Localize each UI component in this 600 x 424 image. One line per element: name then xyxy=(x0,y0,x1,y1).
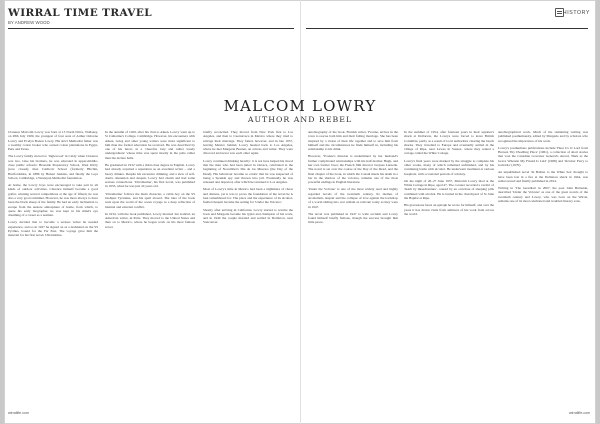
footer-url-right: wirrallife.com xyxy=(569,411,590,415)
paragraph: Lowry's posthumous publications include 'Hear Us O Lord from Heaven Thy Dwelling Place' (1961), a collection of short stories that won the Canadian Governor General's Award, 'Dark as the Grave Wherein My Friend Is Laid' (1968) and 'October Ferry to Gabriola' (1970). xyxy=(498,145,588,167)
paragraph: In 1934, with the book published, Lowry married Jan Gabrial, an American writer, in Paris. They moved to the United States and then on to Mexico, where he began work on his most famous novel. xyxy=(105,211,195,229)
article-column-5 xyxy=(404,130,494,402)
section-title: WIRRAL TIME TRAVEL xyxy=(8,7,153,19)
paragraph: He graduated in 1932 with a third-class degree in English. Lowry had already acquired a reputation as an excellent writer – and a heavy drinker. Despite his excessive drinking, and a slew of self-doubt, alienation and despair, Lowry had charm and had some serious connections. 'Ultramarine', his first novel, was published in 1933, when he was just 24 years old. xyxy=(105,162,195,189)
article-column-1 xyxy=(8,130,98,402)
paragraph: In the autumn of 1929, after his visit to Aiken, Lowry went up to St Catharine's College, Cambridge. However, his encounters with Aiken, Grieg and other young writers were more significant to him than the formal education he received. He was described by one of his tutors as a 'cheerful, lazy and rather lonely undergraduate' whose time was spent mostly in the pubs rather than the lecture halls. xyxy=(105,130,195,160)
paragraph: briefly reconciled. They moved from New York first to Los Angeles, and then to Cuernavaca in Mexico where they tried to salvage their marriage. They failed, however, and in late 1937, leaving Mexico behind, Lowry headed back to Los Angeles, where he met Margerie Bonner, an actress and writer. They were divorced and never saw each other again. xyxy=(203,130,293,156)
paragraph: Most of Lowry's time in Mexico had been a nightmare of chaos and distress, yet it was to prove the foundation of the novel he is best remembered for. The place and the experience of its alcohol-fuelled despair became the setting for 'Under the Volcano'. xyxy=(203,187,293,205)
byline: BY ANDREW WOOD xyxy=(8,20,50,25)
paragraph: However, Yvonne's mission is undermined by her husband's further complicated relationships with his half-brother Hugh, and her own former lover, the French film director Jacques Laruelle. The novel is set over the course of the Day of the Dead, and the final chapter of the book, in which the Consul meets his death in a bar in the shadow of the volcano, remains one of the most powerful endings in English literature. xyxy=(308,154,398,185)
paragraph: The novel was published in 1947 to wide acclaim and Lowry found himself briefly famous, though the success brought him little peace. xyxy=(308,211,398,225)
paragraph: Lowry decided that to become a serious writer he needed experience, and so in 1927 he signed on as a deckhand on the SS Pyrrhus, bound for the Far East. The voyage gave him the material for his first novel, Ultramarine. xyxy=(8,220,98,238)
footer-url-left: wirrallife.com xyxy=(8,411,29,415)
article-column-4 xyxy=(308,130,398,402)
article-title: MALCOM LOWRY xyxy=(223,97,377,115)
paragraph: Lowry's final years were marked by the struggle to complete his other works, many of which remained unfinished, and by his continuing battle with alcohol. He underwent treatment at various hospitals, with occasional periods of sobriety. xyxy=(404,158,494,176)
paragraph: On the night of 26–27 June 1957, Malcolm Lowry died at the White Cottage in Ripe, aged 47. The coroner recorded a verdict of 'death by misadventure', caused by an overdose of sleeping pills combined with alcohol. He is buried in the churchyard of St John the Baptist at Ripe. xyxy=(404,178,494,200)
paragraph: 'Ultramarine' follows the main character, a cabin boy on the SS Oedipus Tyrannus, and his spell aboard. The idea of the book rests upon the world of the ocean voyage as a deep reflection of internal and external conflict. xyxy=(105,191,195,209)
paragraph: autobiographical work. Much of his remaining writing was published posthumously, edited by Margerie and by scholars who recognised the importance of his work. xyxy=(498,130,588,143)
paragraph: His gravestone bears an epitaph he wrote for himself, and over the years it has drawn visits from admirers of his work from across the world. xyxy=(404,203,494,216)
paragraph: The Lowry family moved to 'Inglewood' in Caldy when Clarence was two. Like his brothers, he was educated in upper-middle-class public schools: Braeside Preparatory School, West Kirby (now closed), then Caldicott School (formerly Hitchin, Hertfordshire, in 1886 by Hubert Jenkins, and finally the Leys School, Cambridge, a Wesleyan Methodist foundation. xyxy=(8,154,98,180)
paragraph: Writing in 'The Guardian' in 2007, the poet John Burnside, described 'Under the Volcano' as one of the great novels of the twentieth century and Lowry, who was born on the Wirral, remains one of its most celebrated and troubled literary sons. xyxy=(498,186,588,203)
header-rule-right xyxy=(306,28,588,29)
article-column-2 xyxy=(105,130,195,402)
paragraph: Lowry continued drinking heavily: it is not here helped his mood that the man who had been jailed in Oaxaca, celebrated at the beginning of November's Día de los Muertos (the Day of the Dead). His behaviour became so erratic that he was suspected of being a Spanish spy and thrown into jail. Eventually he was released and deported, after which he returned to Los Angeles. xyxy=(203,158,293,185)
article-subtitle: AUTHOR AND REBEL xyxy=(247,115,353,124)
paragraph: An unpublished novel 'In Ballast to the White Sea' thought to have been lost in a fire at the Dollarton shack in 1944, was rediscovered and finally published in 2014. xyxy=(498,170,588,183)
article-column-3 xyxy=(203,130,293,402)
article-column-6 xyxy=(498,130,588,402)
header-rule-left xyxy=(8,28,294,29)
section-label: HISTORY xyxy=(562,10,590,16)
paragraph: In the summer of 1954, after fourteen years in their squatter's shack at Dollarton, the Lowrys were forced to leave British Columbia, partly as a result of local authorities clearing the beach shacks. They travelled to Europe and eventually settled in the village of Ripe, near Lewes in Sussex, where they rented a cottage called the White Cottage. xyxy=(404,130,494,156)
paragraph: At home, the Lowry boys were encouraged to take part in all kinds of outdoor activities. Clarence himself became a good golfer, winning several competitions at the age of fifteen; he was also a very good swimmer. However, he was more always to have been the black sheep of the family. He had an early inclination to escape from the austere atmosphere of home, from which, to quote his early biographer, he was kept in his mind's eye dreaming of a career as a seaman. xyxy=(8,183,98,218)
paragraph: Clarence Malcolm Lowry was born at 13 North Drive, Wallasey, on 28th July 1909, the youngest of four sons of Arthur Osborne Lowry and Evelyn Boden Lowry. His strict Methodist father was a wealthy cotton broker who owned cotton plantations in Egypt, Peru and Texas. xyxy=(8,130,98,152)
paragraph: autobiography of the book. Finnish writer, Yvonne, arrives in the town to rescue both him and their failing marriage. She has been inspired by a vision of their life together and to save him from himself and the circumstances he finds himself in, including his relationship to his drink. xyxy=(308,130,398,152)
paragraph: Shortly after arriving in California, Lowry started to rewrite the book and Margerie became his typist and champion of his work, and in 1940 the couple married and settled in Dollarton, near Vancouver. xyxy=(203,207,293,225)
page-gutter xyxy=(300,0,301,424)
paragraph: 'Under the Volcano' is one of the most widely read and highly regarded novels of the twentieth century. Its themes of alcoholism, despair and the collapse of love against the backdrop of a world sliding into war remain as relevant today as they were in 1947. xyxy=(308,187,398,209)
